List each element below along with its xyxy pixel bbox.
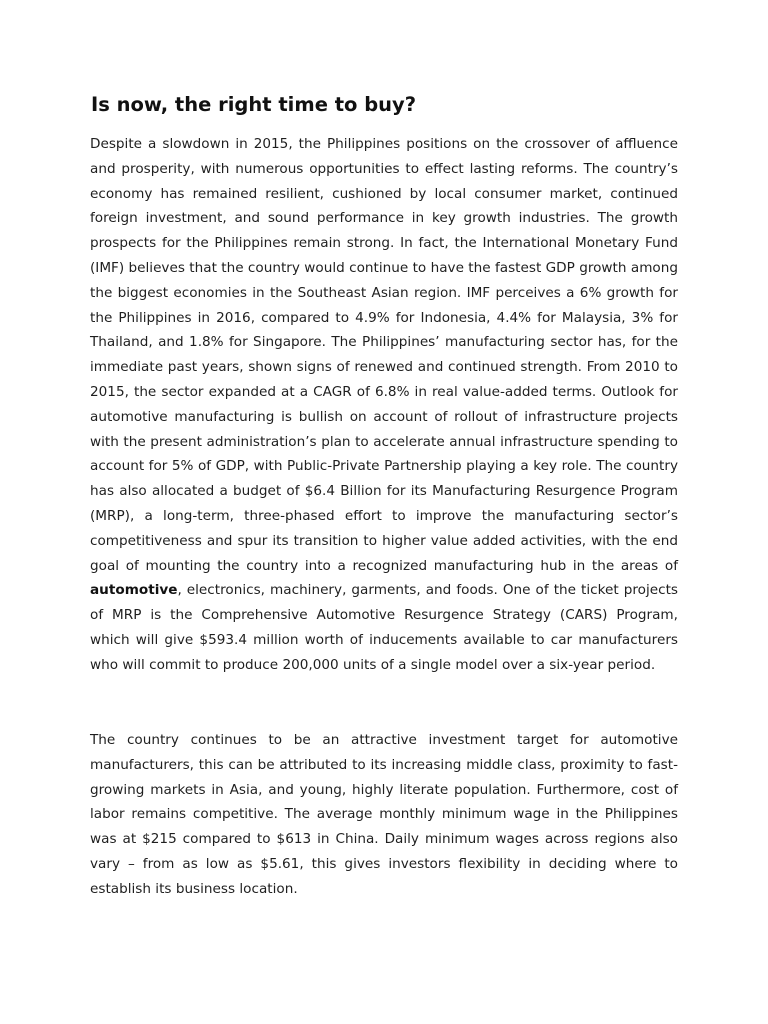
paragraph-1-text-after: , electronics, machinery, garments, and foods. One of the ticket projects of MRP is the Comprehensive Automotive Resurgence Strategy (CARS) Program, which will give $593.4 million worth of inducements available to car manufacturers who will commit to produce 200,000 units of a single model over a six-year period. bbox=[90, 582, 678, 673]
paragraph-1-text-before: Despite a slowdown in 2015, the Philippines positions on the crossover of affluence and prosperity, with numerous opportunities to effect lasting reforms. The country’s economy has remained resilient, cushioned by local consumer market, continued foreign investment, and sound performance in key growth industries. The growth prospects for the Philippines remain strong. In fact, the International Monetary Fund (IMF) believes that the country would continue to have the fastest GDP growth among the biggest economies in the Southeast Asian region. IMF perceives a 6% growth for the Philippines in 2016, compared to 4.9% for Indonesia, 4.4% for Malaysia, 3% for Thailand, and 1.8% for Singapore. The Philippines’ manufacturing sector has, for the immediate past years, shown signs of renewed and continued strength. From 2010 to 2015, the sector expanded at a CAGR of 6.8% in real value-added terms. Outlook for automotive manufacturing is bullish on account of rollout of infrastructure projects with the present administration’s plan to accelerate annual infrastructure spending to account for 5% of GDP, with Public-Private Partnership playing a key role. The country has also allocated a budget of $6.4 Billion for its Manufacturing Resurgence Program (MRP), a long-term, three-phased effort to improve the manufacturing sector’s competitiveness and spur its transition to higher value added activities, with the end goal of mounting the country into a recognized manufacturing hub in the areas of bbox=[90, 136, 678, 574]
body-paragraph-1 bbox=[90, 132, 678, 678]
body-paragraph-2: The country continues to be an attractive investment target for automotive manufacturers, this can be attributed to its increasing middle class, proximity to fast-growing markets in Asia, and young, highly literate population. Furthermore, cost of labor remains competitive. The average monthly minimum wage in the Philippines was at $215 compared to $613 in China. Daily minimum wages across regions also vary – from as low as $5.61, this gives investors flexibility in deciding where to establish its business location. bbox=[90, 732, 678, 897]
emphasis-automotive: automotive bbox=[90, 582, 178, 599]
section-heading: Is now, the right time to buy? bbox=[91, 93, 417, 116]
